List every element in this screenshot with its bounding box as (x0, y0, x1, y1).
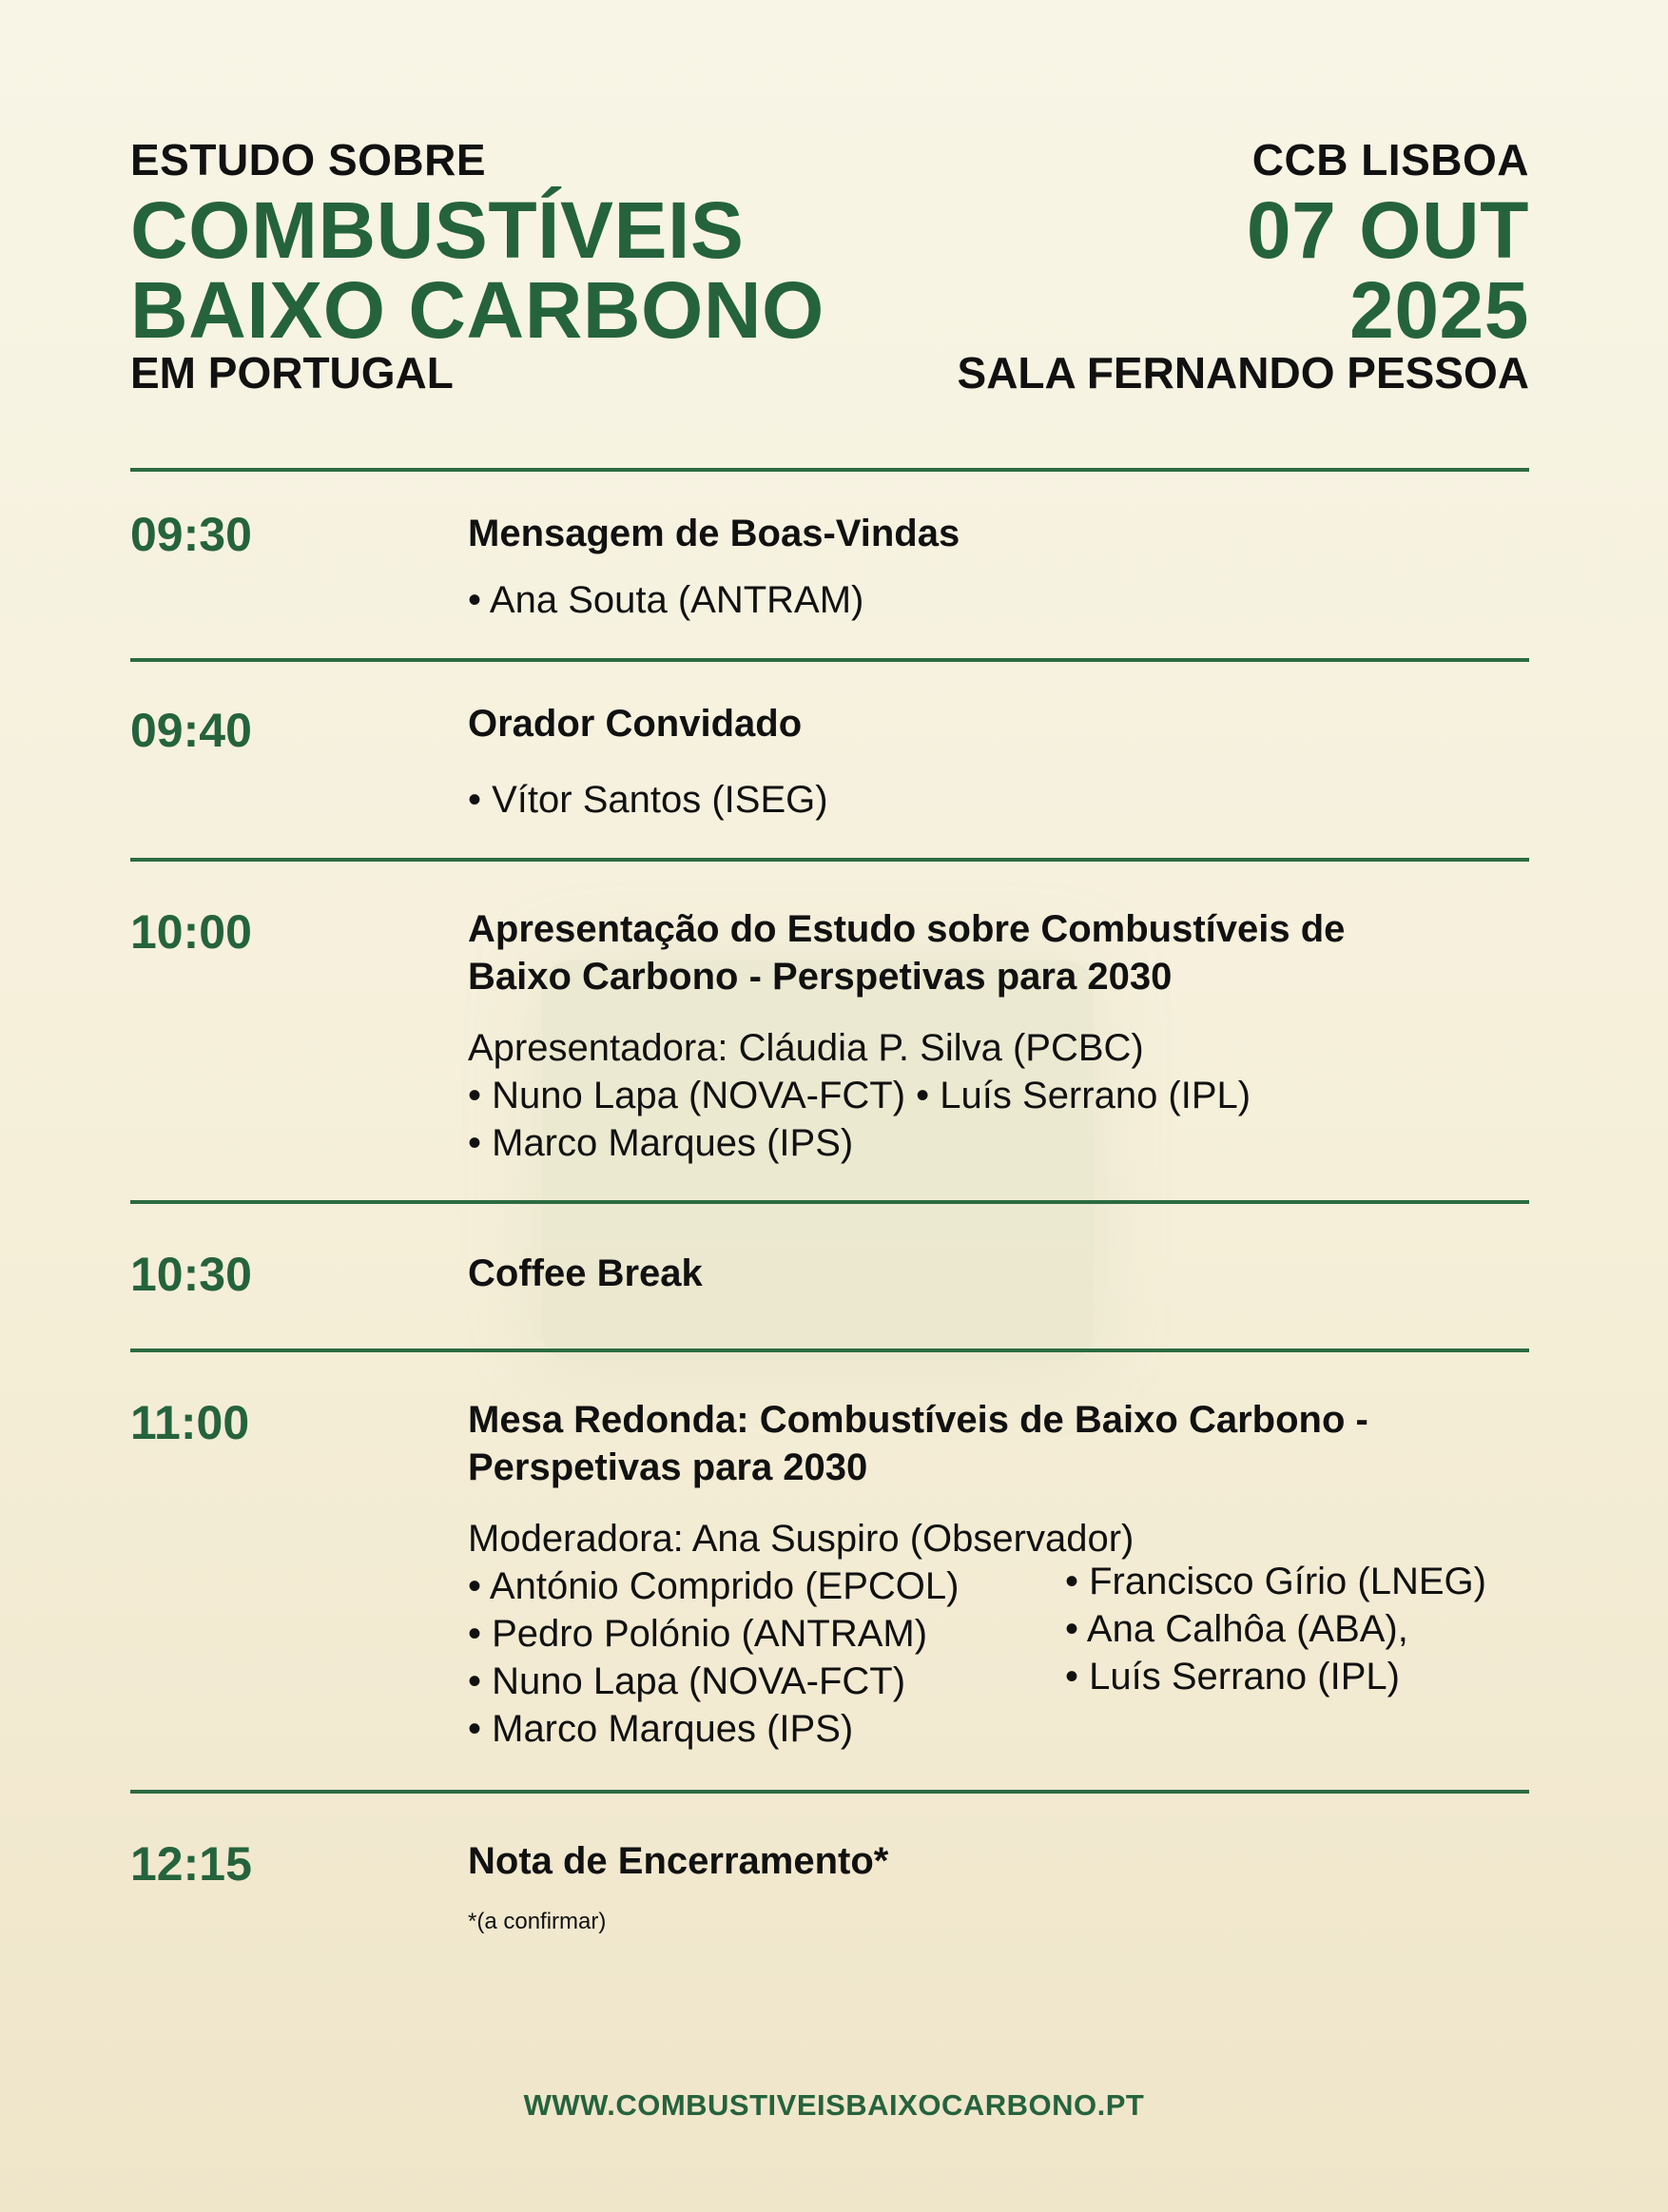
title-eyebrow: ESTUDO SOBRE (130, 135, 487, 184)
agenda-speaker: • Vítor Santos (ISEG) (468, 779, 828, 821)
agenda-title-line: Baixo Carbono - Perspetivas para 2030 (468, 956, 1173, 998)
agenda-title: Orador Convidado (468, 703, 803, 745)
agenda-title-line: Apresentação do Estudo sobre Combustíveis de (468, 908, 1346, 950)
agenda-time: 10:30 (130, 1248, 252, 1301)
agenda-speaker: • Marco Marques (IPS) (468, 1122, 854, 1164)
agenda-speaker: • Pedro Polónio (ANTRAM) (468, 1613, 928, 1655)
agenda-row (130, 1200, 1529, 1349)
agenda-time: 12:15 (130, 1837, 252, 1891)
agenda-row (130, 658, 1529, 858)
agenda-speaker: • Francisco Gírio (LNEG) (1065, 1561, 1486, 1602)
agenda-row (130, 468, 1529, 658)
agenda-speaker: • Nuno Lapa (NOVA-FCT) • Luís Serrano (IPL) (468, 1075, 1251, 1116)
title-subtitle: EM PORTUGAL (130, 348, 454, 398)
room: SALA FERNANDO PESSOA (957, 348, 1529, 398)
event-title-block (130, 133, 824, 399)
agenda-moderator: Moderadora: Ana Suspiro (Observador) (468, 1518, 1135, 1560)
agenda-speaker: • Ana Calhôa (ABA), (1065, 1608, 1408, 1650)
event-date-block (958, 133, 1529, 399)
agenda-title: Nota de Encerramento* (468, 1840, 889, 1882)
agenda-speaker: • António Comprido (EPCOL) (468, 1565, 960, 1607)
agenda-row (130, 1790, 1529, 1984)
agenda-presenter: Apresentadora: Cláudia P. Silva (PCBC) (468, 1027, 1144, 1069)
agenda-speaker: • Luís Serrano (IPL) (1065, 1656, 1400, 1698)
agenda (130, 468, 1529, 1984)
agenda-time: 11:00 (130, 1396, 250, 1449)
header (130, 133, 1529, 418)
agenda-time: 09:30 (130, 508, 252, 561)
agenda-time: 10:00 (130, 905, 252, 959)
date-line-1: 07 OUT (1246, 185, 1529, 275)
date-line-2: 2025 (1349, 265, 1529, 355)
agenda-speaker: • Nuno Lapa (NOVA-FCT) (468, 1660, 906, 1702)
website-link[interactable]: WWW.COMBUSTIVEISBAIXOCARBONO.PT (523, 2088, 1145, 2122)
agenda-speaker: • Marco Marques (IPS) (468, 1708, 854, 1750)
agenda-time: 09:40 (130, 704, 252, 757)
agenda-title: Coffee Break (468, 1252, 703, 1294)
agenda-title-line: Mesa Redonda: Combustíveis de Baixo Carbono - (468, 1399, 1368, 1441)
agenda-speaker: • Ana Souta (ANTRAM) (468, 579, 864, 621)
agenda-title: Mensagem de Boas-Vindas (468, 513, 960, 554)
venue: CCB LISBOA (1251, 135, 1529, 184)
agenda-row (130, 1349, 1529, 1790)
title-line-2: BAIXO CARBONO (130, 265, 824, 355)
agenda-note: *(a confirmar) (468, 1909, 607, 1934)
title-line-1: COMBUSTÍVEIS (130, 185, 745, 275)
agenda-title-line: Perspetivas para 2030 (468, 1446, 868, 1488)
agenda-row (130, 858, 1529, 1200)
